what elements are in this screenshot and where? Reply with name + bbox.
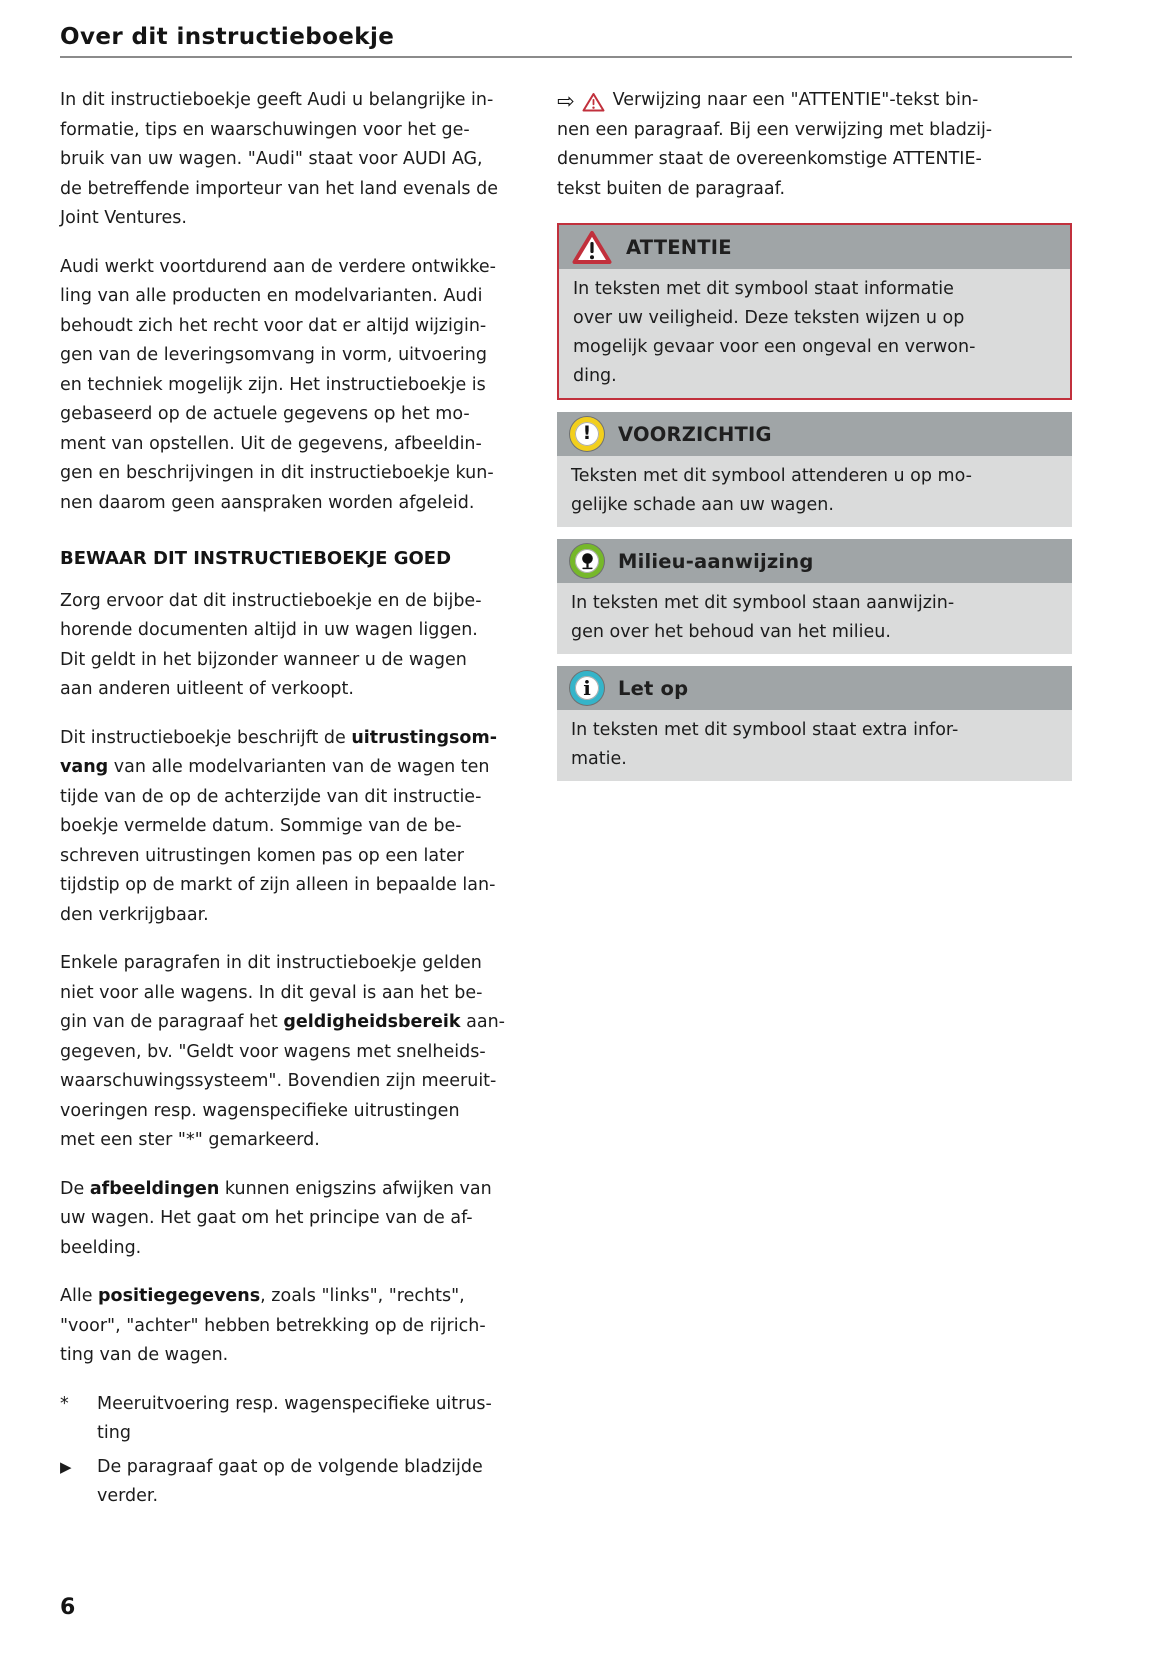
callout-body: Teksten met dit symbool attenderen u op mo- gelijke schade aan uw wagen. [557,456,1072,527]
callout-body: In teksten met dit symbool staat informatie over uw veiligheid. Deze teksten wijzen u op mogelijk gevaar voor een ongeval en verwon- ding. [559,269,1070,398]
exclamation-glyph: ! [582,422,592,444]
caution-exclamation-icon [570,417,604,451]
callout-title: Milieu-aanwijzing [618,549,814,573]
triangle-right-icon: ▶ [60,1457,72,1476]
callout-body: In teksten met dit symbool staan aanwijzin- gen over het behoud van het milieu. [557,583,1072,654]
callout-body: In teksten met dit symbool staat extra infor- matie. [557,710,1072,781]
info-glyph: i [583,675,591,700]
paragraph: Dit instructieboekje beschrijft de uitrustingsom- vang van alle modelvarianten van de wagen ten tijde van de op de achterzijde van dit instructie- boekje vermelde datum. Sommige van de be- schreven uitrustingen komen pas op een later tijdstip op de markt of zijn alleen in bepaalde lan- den verkrijgbaar. [60,727,497,925]
inline-icons [557,91,605,112]
callout-title: ATTENTIE [626,235,732,259]
asterisk-marker: * [60,1393,69,1414]
callout-voorzichtig [557,412,1072,527]
paragraph: Enkele paragrafen in dit instructieboekje gelden niet voor alle wagens. In dit geval is aan het be- gin van de paragraaf het geldigheidsbereik aan- gegeven, bv. "Geldt voor wagens met snelheids- waarschuwingssysteem". Bovendien zijn meeruit- voeringen resp. wagenspecifieke uitrustingen met een ster "*" gemarkeerd. [60,953,505,1150]
section-subheading: BEWAAR DIT INSTRUCTIEBOEKJE GOED [60,548,452,569]
footnote-star [60,1390,520,1449]
tree-glyph [579,552,596,570]
content-columns [60,86,1072,1516]
footnote-text: Meeruitvoering resp. wagenspecifieke uitrus- ting [97,1393,492,1443]
callout-milieu [557,539,1072,654]
callout-letop [557,666,1072,781]
paragraph: In dit instructieboekje geeft Audi u belangrijke in- formatie, tips en waarschuwingen voor het ge- bruik van uw wagen. "Audi" staat voor AUDI AG, de betreffende importeur van het land evenals de Joint Ventures. [60,90,498,228]
warning-triangle-icon [572,230,612,265]
right-column [557,86,1072,793]
footnote-text: De paragraaf gaat op de volgende bladzijde verder. [97,1456,483,1506]
page-title: Over dit instructieboekje [60,24,395,50]
page-number: 6 [60,1595,76,1620]
callout-header [559,225,1070,269]
callout-header [557,539,1072,583]
header-rule [60,56,1072,58]
callout-attentie [557,223,1072,400]
footnote-continuation [60,1453,520,1512]
reference-text: Verwijzing naar een "ATTENTIE"-tekst bin- nen een paragraaf. Bij een verwijzing met bladzij- denummer staat de overeenkomstige ATTENTIE- tekst buiten de paragraaf. [557,90,993,199]
paragraph: Zorg ervoor dat dit instructieboekje en de bijbe- horende documenten altijd in uw wagen liggen. Dit geldt in het bijzonder wanneer u de wagen aan anderen uitleent of verkoopt. [60,590,482,699]
info-icon [570,671,604,705]
callout-header [557,666,1072,710]
callout-title: VOORZICHTIG [618,422,772,446]
paragraph: De afbeeldingen kunnen enigszins afwijken van uw wagen. Het gaat om het principe van de af- beelding. [60,1178,492,1258]
left-column [60,86,520,1516]
callout-header [557,412,1072,456]
reference-arrow-icon: ⇨ [557,89,575,113]
callout-title: Let op [618,676,689,700]
environment-tree-icon [570,544,604,578]
paragraph: Alle positiegegevens, zoals "links", "rechts", "voor", "achter" hebben betrekking op de rijrich- ting van de wagen. [60,1286,486,1365]
page-content [60,24,1072,1516]
warning-triangle-icon [582,92,605,112]
reference-paragraph [557,86,1072,204]
paragraph: Audi werkt voortdurend aan de verdere ontwikke- ling van alle producten en modelvarianten. Audi behoudt zich het recht voor dat er altijd wijzigin- gen van de leveringsomvang in vorm, uitvoering en techniek mogelijk zijn. Het instructieboekje is gebaseerd op de actuele gegevens op het mo- ment van opstellen. Uit de gegevens, afbeeldin- gen en beschrijvingen in dit instructieboekje kun- nen daarom geen aanspraken worden afgeleid. [60,256,496,513]
